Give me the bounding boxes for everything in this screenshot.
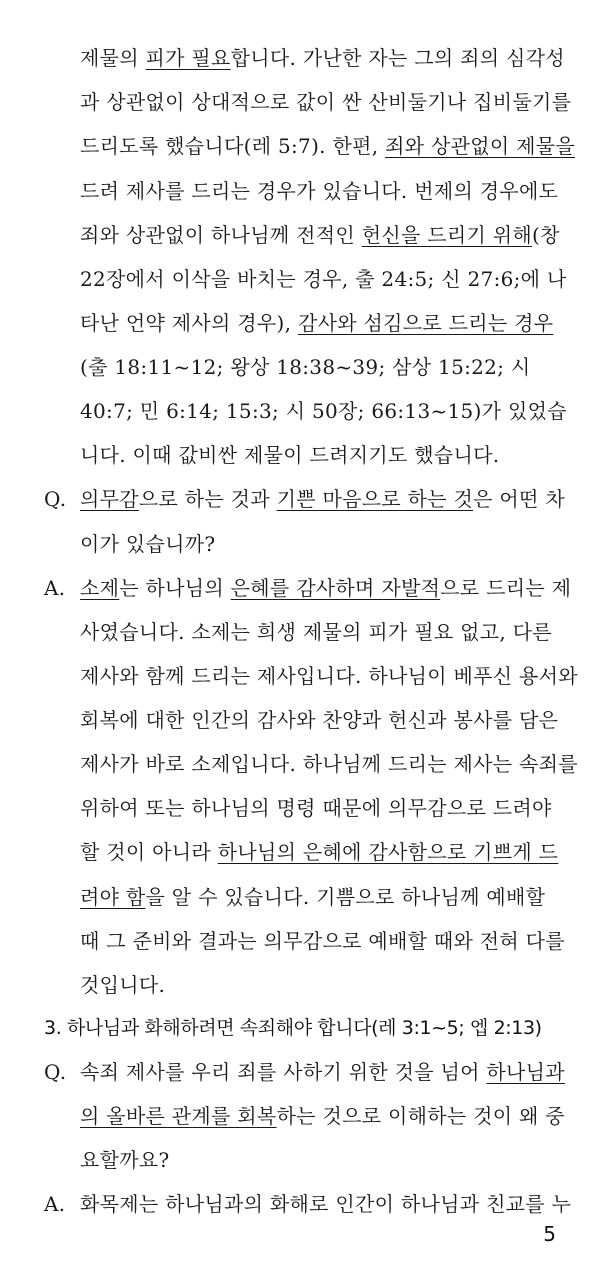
- text-segment: 제사와 함께 드리는 제사입니다. 하나님이 베푸신 용서와: [80, 664, 578, 688]
- underlined-phrase: 기쁜 마음으로 하는 것: [276, 487, 474, 511]
- underlined-phrase: 의무감: [80, 487, 139, 511]
- answer-1-line-2: [80, 618, 552, 646]
- text-segment: 속죄 제사를 우리 죄를 사하기 위한 것을 넘어: [80, 1060, 487, 1084]
- text-segment: 때 그 준비와 결과는 의무감으로 예배할 때와 전혀 다를: [80, 929, 565, 953]
- text-segment: 제물의: [80, 46, 146, 70]
- intro-line-3: [80, 132, 575, 160]
- text-segment: 제사가 바로 소제입니다. 하나님께 드리는 제사는 속죄를: [80, 752, 578, 776]
- question-2-line-1: [44, 1058, 565, 1086]
- answer-2-text: [80, 1192, 571, 1216]
- underlined-phrase: 의 올바른 관계를 회복: [80, 1104, 277, 1128]
- text-segment: 드려 제사를 드리는 경우가 있습니다. 번제의 경우에도: [80, 179, 559, 203]
- underlined-phrase: 려야 함: [80, 885, 146, 909]
- text-segment: 타난 언약 제사의 경우),: [80, 311, 298, 335]
- answer-2-line-1: [44, 1190, 571, 1218]
- text-segment: 요할까요?: [80, 1148, 170, 1172]
- text-segment: 은 어떤 차: [473, 487, 565, 511]
- text-segment: (출 18:11~12; 왕상 18:38~39; 삼상 15:22; 시: [80, 355, 531, 379]
- intro-line-1: [80, 44, 565, 72]
- text-segment: 드리도록 했습니다(레 5:7). 한편,: [80, 134, 386, 158]
- question-1-line-1: [44, 485, 565, 513]
- underlined-phrase: 감사와 섬김으로 드리는 경우: [297, 311, 554, 335]
- section-heading: 3. 하나님과 화해하려면 속죄해야 합니다(레 3:1~5; 엡 2:13): [44, 1017, 542, 1039]
- text-segment: 사였습니다. 소제는 희생 제물의 피가 필요 없고, 다른: [80, 620, 552, 644]
- text-segment: 으로 드리는 제: [440, 576, 572, 600]
- question-1-line-2: [80, 530, 215, 558]
- question-marker: Q.: [44, 487, 67, 511]
- text-segment: 화목제는 하나님과의 화해로 인간이 하나님과 친교를 누: [80, 1192, 572, 1216]
- underlined-phrase: 은혜를 감사하며 자발적: [230, 576, 441, 600]
- question-2-line-3: [80, 1146, 170, 1174]
- answer-1-line-8: [80, 883, 545, 911]
- answer-1-line-6: [80, 794, 552, 822]
- answer-1-line-7: [80, 838, 558, 866]
- intro-line-10: [80, 441, 499, 469]
- underlined-phrase: 헌신을 드리기 위해: [361, 223, 532, 247]
- question-2-line-2: [80, 1102, 565, 1130]
- text-segment: 니다. 이때 값비싼 제물이 드려지기도 했습니다.: [80, 443, 500, 467]
- underlined-phrase: 소제: [80, 576, 120, 600]
- answer-1-line-10: [80, 971, 165, 999]
- answer-marker: A.: [44, 576, 66, 600]
- text-segment: 회복에 대한 인간의 감사와 찬양과 헌신과 봉사를 담은: [80, 708, 559, 732]
- intro-line-4: [80, 177, 558, 205]
- underlined-phrase: 죄와 상관없이 제물을: [385, 134, 575, 158]
- text-segment: 합니다. 가난한 자는 그의 죄의 심각성: [230, 46, 565, 70]
- intro-line-2: [80, 88, 571, 116]
- text-segment: 이가 있습니까?: [80, 532, 216, 556]
- answer-1-line-9: [80, 927, 565, 955]
- text-segment: 40:7; 민 6:14; 15:3; 시 50장; 66:13~15)가 있었습: [80, 399, 567, 423]
- text-segment: (창: [531, 223, 560, 247]
- text-segment: 과 상관없이 상대적으로 값이 싼 산비둘기나 집비둘기를: [80, 90, 572, 114]
- answer-1-line-4: [80, 706, 558, 734]
- answer-1-line-3: [80, 662, 578, 690]
- text-segment: 22장에서 이삭을 바치는 경우, 출 24:5; 신 27:6;에 나: [80, 267, 567, 291]
- text-segment: 것입니다.: [80, 973, 166, 997]
- intro-line-5: [80, 221, 560, 249]
- answer-1-line-1: [44, 574, 571, 602]
- text-segment: 하는 것으로 이해하는 것이 왜 중: [276, 1104, 565, 1128]
- underlined-phrase: 피가 필요: [145, 46, 231, 70]
- intro-line-8: [80, 353, 531, 381]
- answer-1-line-5: [80, 750, 578, 778]
- underlined-phrase: 하나님과: [486, 1060, 565, 1084]
- text-segment: 는 하나님의: [119, 576, 231, 600]
- underlined-phrase: 하나님의 은혜에 감사함으로 기쁘게 드: [217, 840, 559, 864]
- question-1-text: [80, 487, 565, 511]
- text-segment: 죄와 상관없이 하나님께 전적인: [80, 223, 362, 247]
- intro-line-7: [80, 309, 553, 337]
- intro-line-6: [80, 265, 567, 293]
- text-segment: 위하여 또는 하나님의 명령 때문에 의무감으로 드려야: [80, 796, 552, 820]
- answer-marker: A.: [44, 1192, 66, 1216]
- text-segment: 으로 하는 것과: [138, 487, 277, 511]
- text-segment: 할 것이 아니라: [80, 840, 218, 864]
- question-marker: Q.: [44, 1060, 67, 1084]
- question-2-text: [80, 1060, 565, 1084]
- page-number: 5: [543, 1222, 556, 1246]
- text-segment: 을 알 수 있습니다. 기쁨으로 하나님께 예배할: [145, 885, 546, 909]
- answer-1-text: [80, 576, 571, 600]
- intro-line-9: [80, 397, 567, 425]
